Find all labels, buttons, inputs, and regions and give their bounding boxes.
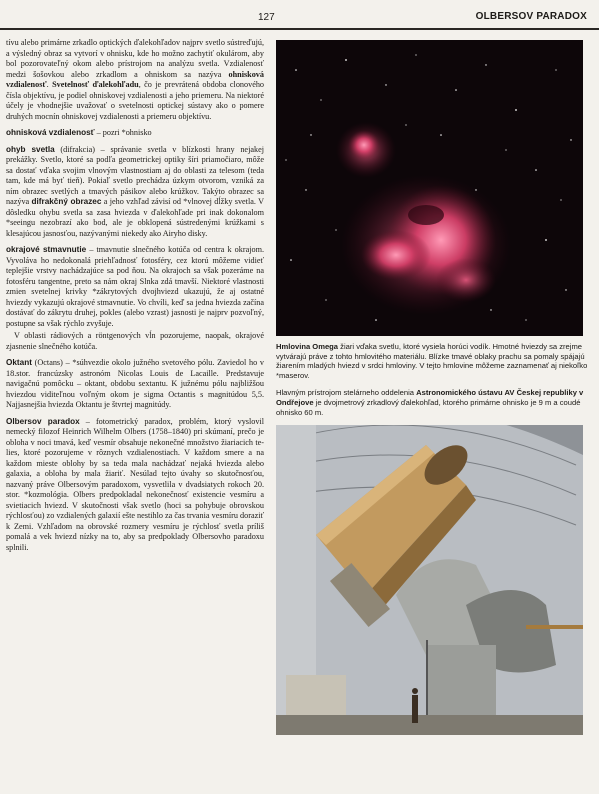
entry-text: (difrakcia) – správanie svetla v blízkosti hrany nejakej prekážky. Svetlo, ktoré sa podľa geometrickej optiky šíri priamočiaro, môže sa dostať vďaka svojim vlnovým vlastnostiam aj do oblasti za telesom (teda tam, kde má byť tieň). Pokiaľ svetlo prechádza úzkym otvorom, vzniká za ním obrazec svetlých a tmavých pásikov alebo krúžkov. Takýto obrazec sa nazýva xyxy=(6,144,264,206)
entry-text: – fotometrický paradox, problém, ktorý vyslovil nemecký filozof Heinrich Wilhelm Olbers (1758–1840) pri skúmaní, prečo je obloha v noci tmavá, keď vesmír obsahuje nekonečné množstvo žiariacich telies, ktoré pozorujeme v rôznych vzdialenostiach. V každom smere a na každom mieste oblohy by sa teda mala nachádzať nejaká hviezda alebo galaxia, a obloha by mala žiariť. Nesúlad tejto úvahy so skutočnosťou, nazvaný práve Olbersovým paradoxom, vysvetlila v dvadsiatych rokoch 20. stor. *kozmológia. Olbers predpokladal nekonečnosť existencie vesmíru a svietiacich hviezd. V skutočnosti však svetlo (hoci sa pohybuje obrovskou rýchlosťou) zo vzdialených galaxií ešte nestihlo za čas trvania vesmíru doraziť k Zemi. Vzhľadom na obrovské rozmery vesmíru je rýchlosť svetla príliš pomalá a vek hviezd nízky na to, aby sa predpoklady Olbersovho paradoxu splnili. xyxy=(6,416,264,552)
entry-ohyb-svetla xyxy=(6,145,264,240)
header-rule xyxy=(0,28,599,30)
running-head: OLBERSOV PARADOX xyxy=(475,11,587,22)
text-run: . xyxy=(46,80,53,89)
page-number: 127 xyxy=(258,12,275,23)
entry-text: (Octans) – *súhvezdie okolo južného svetového pólu. Zaviedol ho v 18.stor. francúzsky astronóm Nicolas Louis de Lacaille. Predstavuje navigačnú pomôcku – oktant, obdobu sextantu. K južnému pólu najbližšou hviezdou viditeľnou voľným okom je sigma Octantis s magnitúdou 5,5. Najjasnejšia hviezda Oktantu je štvrtej magnitúdy. xyxy=(6,358,264,409)
entry-ohniskova-vzdialenost xyxy=(6,128,264,139)
bold-term: difrakčný obrazec xyxy=(31,197,102,206)
bold-term: Svetelnosť ďalekohľadu xyxy=(52,80,139,89)
caption-text: je dvojmetrový zrkadlový ďalekohľad, ktorého primárne ohnisko je 9 m a coudé ohnisko 60 m. xyxy=(276,397,581,417)
omega-nebula-photo xyxy=(276,40,583,336)
text-run: tívu alebo primárne zrkadlo optických ďalekohľadov najprv svetlo sústreďujú, a výsledný obraz sa vytvorí v ohnisku, kde ho možno zachytiť okulárom, aby bol pozorovateľný okom alebo prístrojom na analýzu svetla. Vzdialenosť medzi šošovkou alebo zrkadlom a ohniskom sa nazýva xyxy=(6,38,264,79)
entry-text: – pozri *ohnisko xyxy=(94,128,152,137)
telescope-caption xyxy=(276,388,588,417)
entry-okrajove-stmavnutie-cont: V oblasti rádiových a röntgenových vĺn pozorujeme, naopak, okrajové zjasnenie slnečného kotúča. xyxy=(6,331,264,351)
nebula-caption xyxy=(276,342,588,380)
bold-term: ohnisková vzdialenosť xyxy=(6,69,264,89)
paragraph-continuation xyxy=(6,38,264,122)
entry-term: ohnisková vzdialenosť xyxy=(6,128,95,137)
nebula-illustration xyxy=(276,40,583,336)
caption-text: Hlavným prístrojom stelárneho oddelenia xyxy=(276,388,417,398)
entry-term: Olbersov paradox xyxy=(6,416,80,426)
caption-bold: Hmlovina Omega xyxy=(276,342,339,351)
image-column xyxy=(276,40,588,735)
caption-bold: Astronomického ústavu AV Českej republiky v Ondřejove xyxy=(276,388,584,407)
entry-text: – tmavnutie slnečného kotúča od centra k okrajom. Vyvoláva ho nedokonalá priehľadnosť fotosféry, cez ktorú môžeme vidieť teplejšie vrstvy nachádzajúce sa pod ňou. Na okrajoch sa však pozeráme na fotosféru tangentne, preto sa nám okraj Slnka zdá tmavší. Niektoré vlastnosti zmien svetelnej krivky *zákrytových dvojhviezd ukazujú, že aj ostatné hviezdy vykazujú okrajové stmavnutie. Vo chvíli, keď sa jedna hviezda začína dostávať do zákrytu druhej, pokles (alebo vzrast) jasnosti je najprv pozvoľný, postupne sa však rýchlo zvyšuje. xyxy=(6,245,264,328)
entry-text: a jeho vzhľad závisí od *vlnovej dĺžky svetla. V dôsledku ohybu svetla sa zasa hviezda v ďalekohľade pri inak dokonalom *seeingu nezobrazí ako bod, ale je obklopená sústredenými krúžkami s klesajúcou jasnosťou, nazývanými niekedy ako Airyho disky. xyxy=(6,197,264,238)
text-run: , čo je prevrátená obdoba clonového čísla objektívu, je podiel ohniskovej vzdialenosti a jeho priemeru. Na niektoré účely je vhodnejšie uvažovať o svetelnosti optickej sústavy ako o pomere druhých mocnín ohniskovej vzdialenosti a priemeru objektívu. xyxy=(6,80,265,121)
telescope-illustration xyxy=(276,425,583,735)
caption-text: žiari vďaka svetlu, ktoré vysiela horúci vodík. Hmotné hviezdy sa zrejme vytvárajú práve z tohto hmlovitého materiálu. Blízke tmavé oblaky prachu sa pomaly spájajú žiarením mladých hviezd v srdci hmloviny. V tejto hmlovine môžeme zaznamenať aj niekoľko *maserov. xyxy=(276,342,588,380)
entry-term: okrajové stmavnutie xyxy=(6,245,87,254)
entry-term: ohyb svetla xyxy=(6,144,55,154)
entry-term: Oktant xyxy=(6,358,32,367)
main-text-column xyxy=(6,38,264,559)
entry-okrajove-stmavnutie xyxy=(6,245,264,329)
telescope-photo xyxy=(276,425,583,735)
entry-oktant xyxy=(6,358,264,411)
entry-olbersov-paradox xyxy=(6,417,264,554)
